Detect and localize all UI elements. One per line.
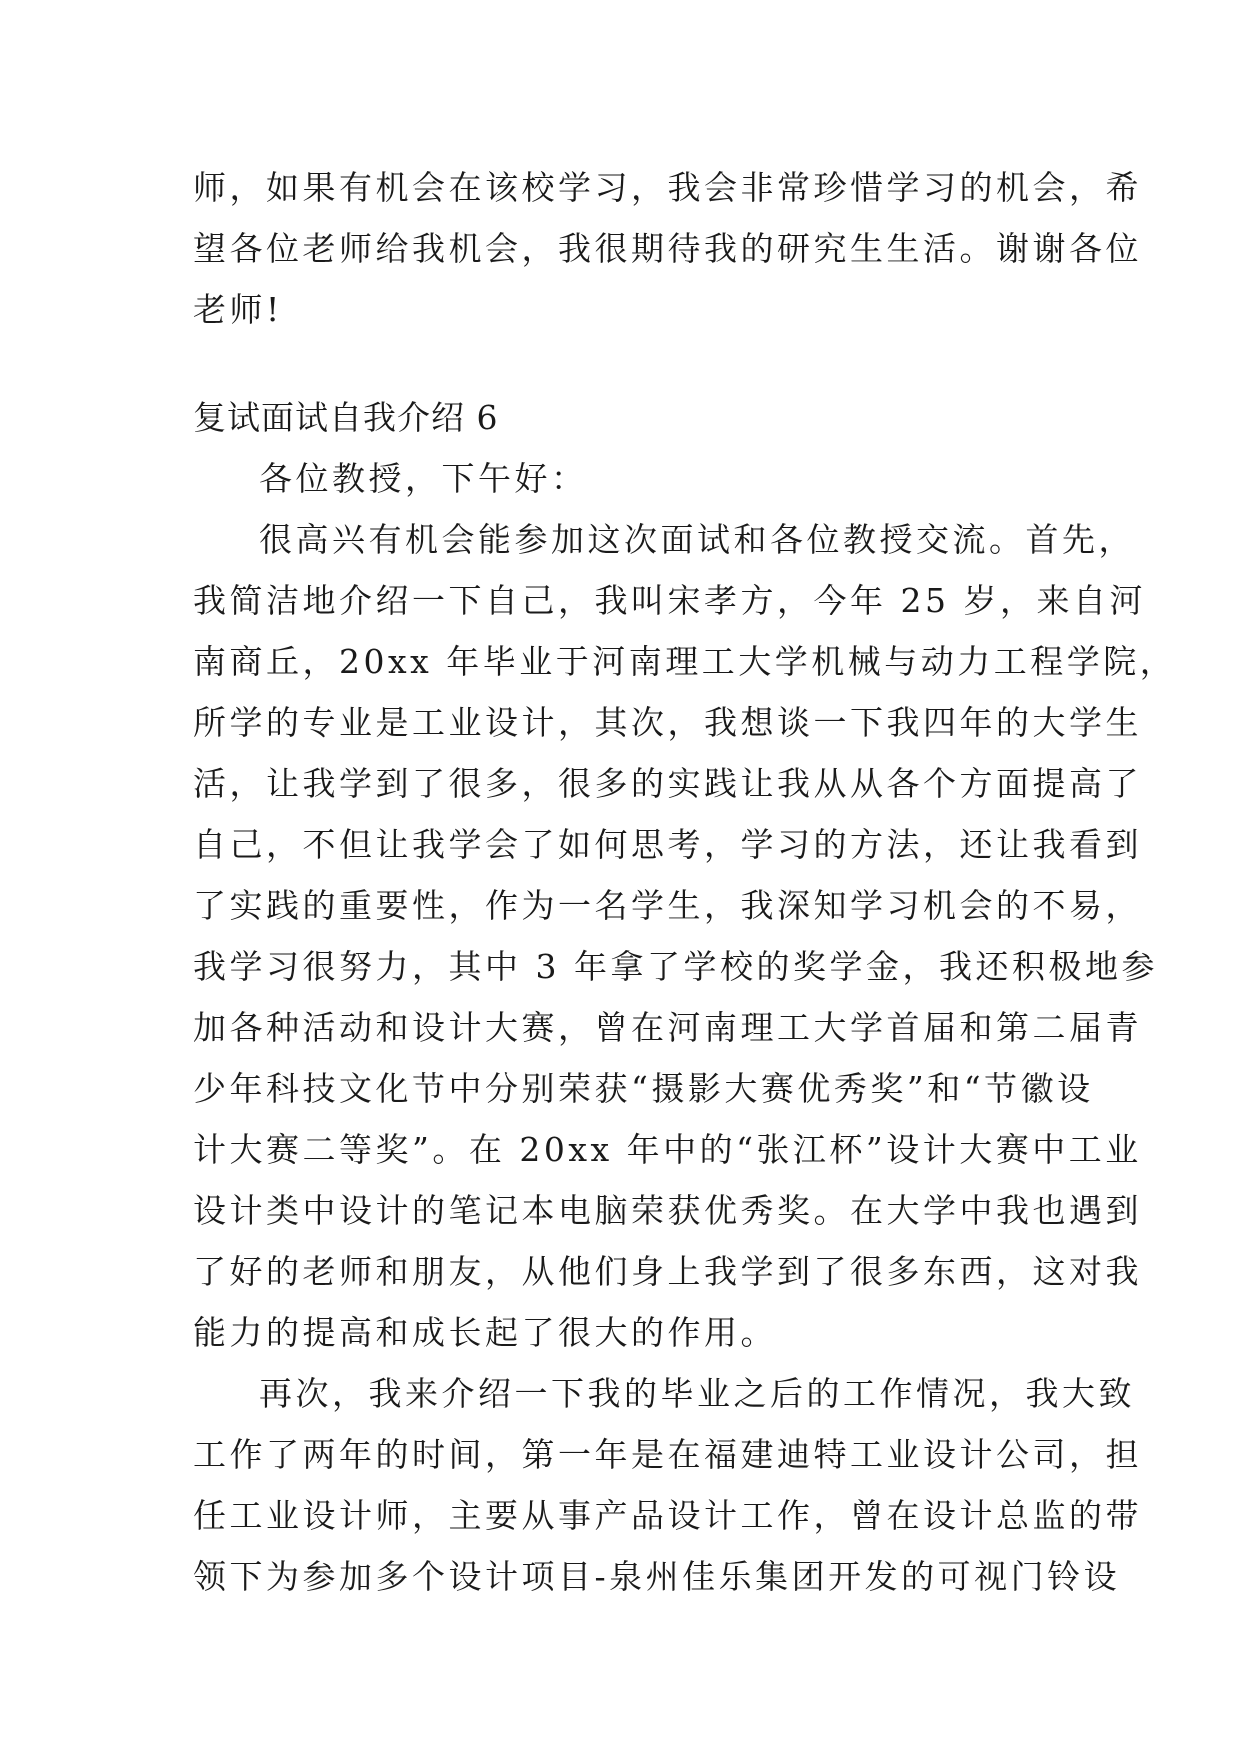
text-line: 计大赛二等奖”。在 20xx 年中的“张江杯”设计大赛中工业 bbox=[193, 1130, 1142, 1169]
text-line: 再次，我来介绍一下我的毕业之后的工作情况，我大致 bbox=[259, 1374, 1135, 1413]
text-line: 自己，不但让我学会了如何思考，学习的方法，还让我看到 bbox=[193, 825, 1142, 864]
text-line: 领下为参加多个设计项目-泉州佳乐集团开发的可视门铃设 bbox=[193, 1557, 1121, 1596]
text-line: 老师! bbox=[193, 290, 283, 329]
greeting: 各位教授，下午好： bbox=[259, 459, 588, 498]
text-line: 了好的老师和朋友，从他们身上我学到了很多东西，这对我 bbox=[193, 1252, 1142, 1291]
text-line: 工作了两年的时间，第一年是在福建迪特工业设计公司，担 bbox=[193, 1435, 1142, 1474]
text-line: 很高兴有机会能参加这次面试和各位教授交流。首先， bbox=[259, 520, 1135, 559]
text-line: 能力的提高和成长起了很大的作用。 bbox=[193, 1313, 777, 1352]
text-line: 师，如果有机会在该校学习，我会非常珍惜学习的机会，希 bbox=[193, 168, 1142, 207]
text-line: 所学的专业是工业设计，其次，我想谈一下我四年的大学生 bbox=[193, 703, 1142, 742]
section-title: 复试面试自我介绍 6 bbox=[193, 398, 499, 437]
text-line: 加各种活动和设计大赛，曾在河南理工大学首届和第二届青 bbox=[193, 1008, 1142, 1047]
text-line: 我学习很努力，其中 3 年拿了学校的奖学金，我还积极地参 bbox=[193, 947, 1158, 986]
text-line: 南商丘，20xx 年毕业于河南理工大学机械与动力工程学院， bbox=[193, 642, 1177, 681]
text-line: 了实践的重要性，作为一名学生，我深知学习机会的不易， bbox=[193, 886, 1142, 925]
text-line: 任工业设计师，主要从事产品设计工作，曾在设计总监的带 bbox=[193, 1496, 1142, 1535]
text-line: 设计类中设计的笔记本电脑荣获优秀奖。在大学中我也遇到 bbox=[193, 1191, 1142, 1230]
text-line: 少年科技文化节中分别荣获“摄影大赛优秀奖”和“节徽设 bbox=[193, 1069, 1094, 1108]
text-line: 我简洁地介绍一下自己，我叫宋孝方，今年 25 岁，来自河 bbox=[193, 581, 1146, 620]
text-line: 望各位老师给我机会，我很期待我的研究生生活。谢谢各位 bbox=[193, 229, 1142, 268]
text-line: 活，让我学到了很多，很多的实践让我从从各个方面提高了 bbox=[193, 764, 1142, 803]
